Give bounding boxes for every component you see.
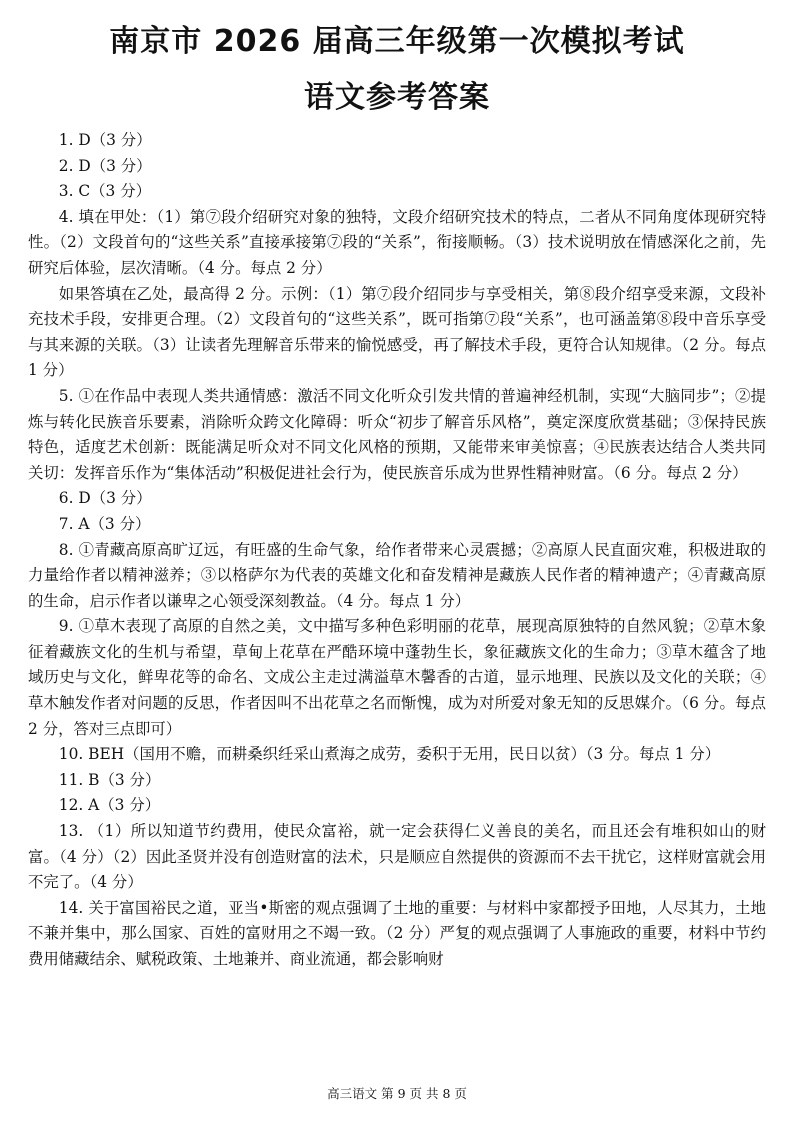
- answer-item-1: 1. D（3 分）: [58, 131, 152, 149]
- page-title: 南京市 2026 届高三年级第一次模拟考试: [109, 24, 685, 59]
- answer-item-14: 14. 关于富国裕民之道，亚当•斯密的观点强调了土地的重要：与材料中家都授予田地，人尽其力，土地不兼并集中，那么国家、百姓的富财用之不竭一致。（2 分）严复的观点强调了人事施政的重要，材料中节约费用储藏结余、赋税政策、土地兼并、商业流通，都会影响财: [28, 898, 766, 968]
- answer-item-6: 6. D（3 分）: [58, 489, 152, 508]
- answer-item-9: 9. ①草木表现了高原的自然之美，文中描写多种色彩明丽的花草，展现高原独特的自然风貌；②草木象征着藏族文化的生机与希望，草甸上花草在严酷环境中蓬勃生长，象征藏族文化的生命力；③草木蕴含了地域历史与文化，鲜卑花等的命名、文成公主走过满溢草木馨香的古道，显示地理、民族以及文化的关联；④草木触发作者对问题的反思，作者因叫不出花草之名而惭愧，成为对所爱对象无知的反思媒介。（6 分。每点 2 分，答对三点即可）: [28, 617, 766, 738]
- page-subtitle: 语文参考答案: [304, 80, 490, 115]
- answer-item-3: 3. C（3 分）: [58, 182, 152, 201]
- answer-item-13: 13. （1）所以知道节约费用，使民众富裕，就一定会获得仁义善良的美名，而且还会有堆积如山的财富。（4 分）（2）因此圣贤并没有创造财富的法术，只是顺应自然提供的资源而不去干扰它，这样财富就会用不完了。（4 分）: [28, 822, 766, 892]
- answer-item-4-alternative: 如果答填在乙处，最高得 2 分。示例：（1）第⑦段介绍同步与享受相关，第⑧段介绍享受来源，文段补充技术手段，安排更合理。（2）文段首句的“这些关系”，既可指第⑦段“关系”，也可涵盖第⑧段中音乐享受与其来源的关联。（3）让读者先理解音乐带来的愉悦感受，再了解技术手段，更符合认知规律。（2 分。每点 1 分）: [28, 284, 766, 380]
- answer-item-12: 12. A（3 分）: [58, 796, 161, 815]
- answer-item-10: 10. BEH（国用不赡，而耕桑织纴采山煮海之成劳，委积于无用，民日以贫）（3 分。每点 1 分）: [58, 745, 721, 764]
- answer-item-2: 2. D（3 分）: [58, 156, 152, 175]
- page-footer: 高三语文 第 9 页 共 8 页: [327, 1086, 467, 1101]
- answer-item-8: 8. ①青藏高原高旷辽远，有旺盛的生命气象，给作者带来心灵震撼；②高原人民直面灾难，积极进取的力量给作者以精神滋养；③以格萨尔为代表的英雄文化和奋发精神是藏族人民作者的精神遗产；④青藏高原的生命，启示作者以谦卑之心领受深刻教益。（4 分。每点 1 分）: [28, 540, 766, 610]
- answer-item-4: 4. 填在甲处：（1）第⑦段介绍研究对象的独特，文段介绍研究技术的特点，二者从不同角度体现研究特性。（2）文段首句的“这些关系”直接承接第⑦段的“关系”，衔接顺畅。（3）技术说明放在情感深化之前，先研究后体验，层次清晰。（4 分。每点 2 分）: [28, 207, 766, 277]
- answer-item-5: 5. ①在作品中表现人类共通情感：激活不同文化听众引发共情的普遍神经机制，实现“大脑同步”；②提炼与转化民族音乐要素，消除听众跨文化障碍：听众“初步了解音乐风格”，奠定深度欣赏基础；③保持民族特色，适度艺术创新：既能满足听众对不同文化风格的预期，又能带来审美惊喜；④民族表达结合人类共同关切：发挥音乐作为“集体活动”积极促进社会行为，使民族音乐成为世界性精神财富。（6 分。每点 2 分）: [28, 386, 766, 482]
- answer-item-11: 11. B（3 分）: [58, 770, 161, 789]
- answer-list: [28, 128, 766, 973]
- answer-item-7: 7. A（3 分）: [58, 514, 151, 533]
